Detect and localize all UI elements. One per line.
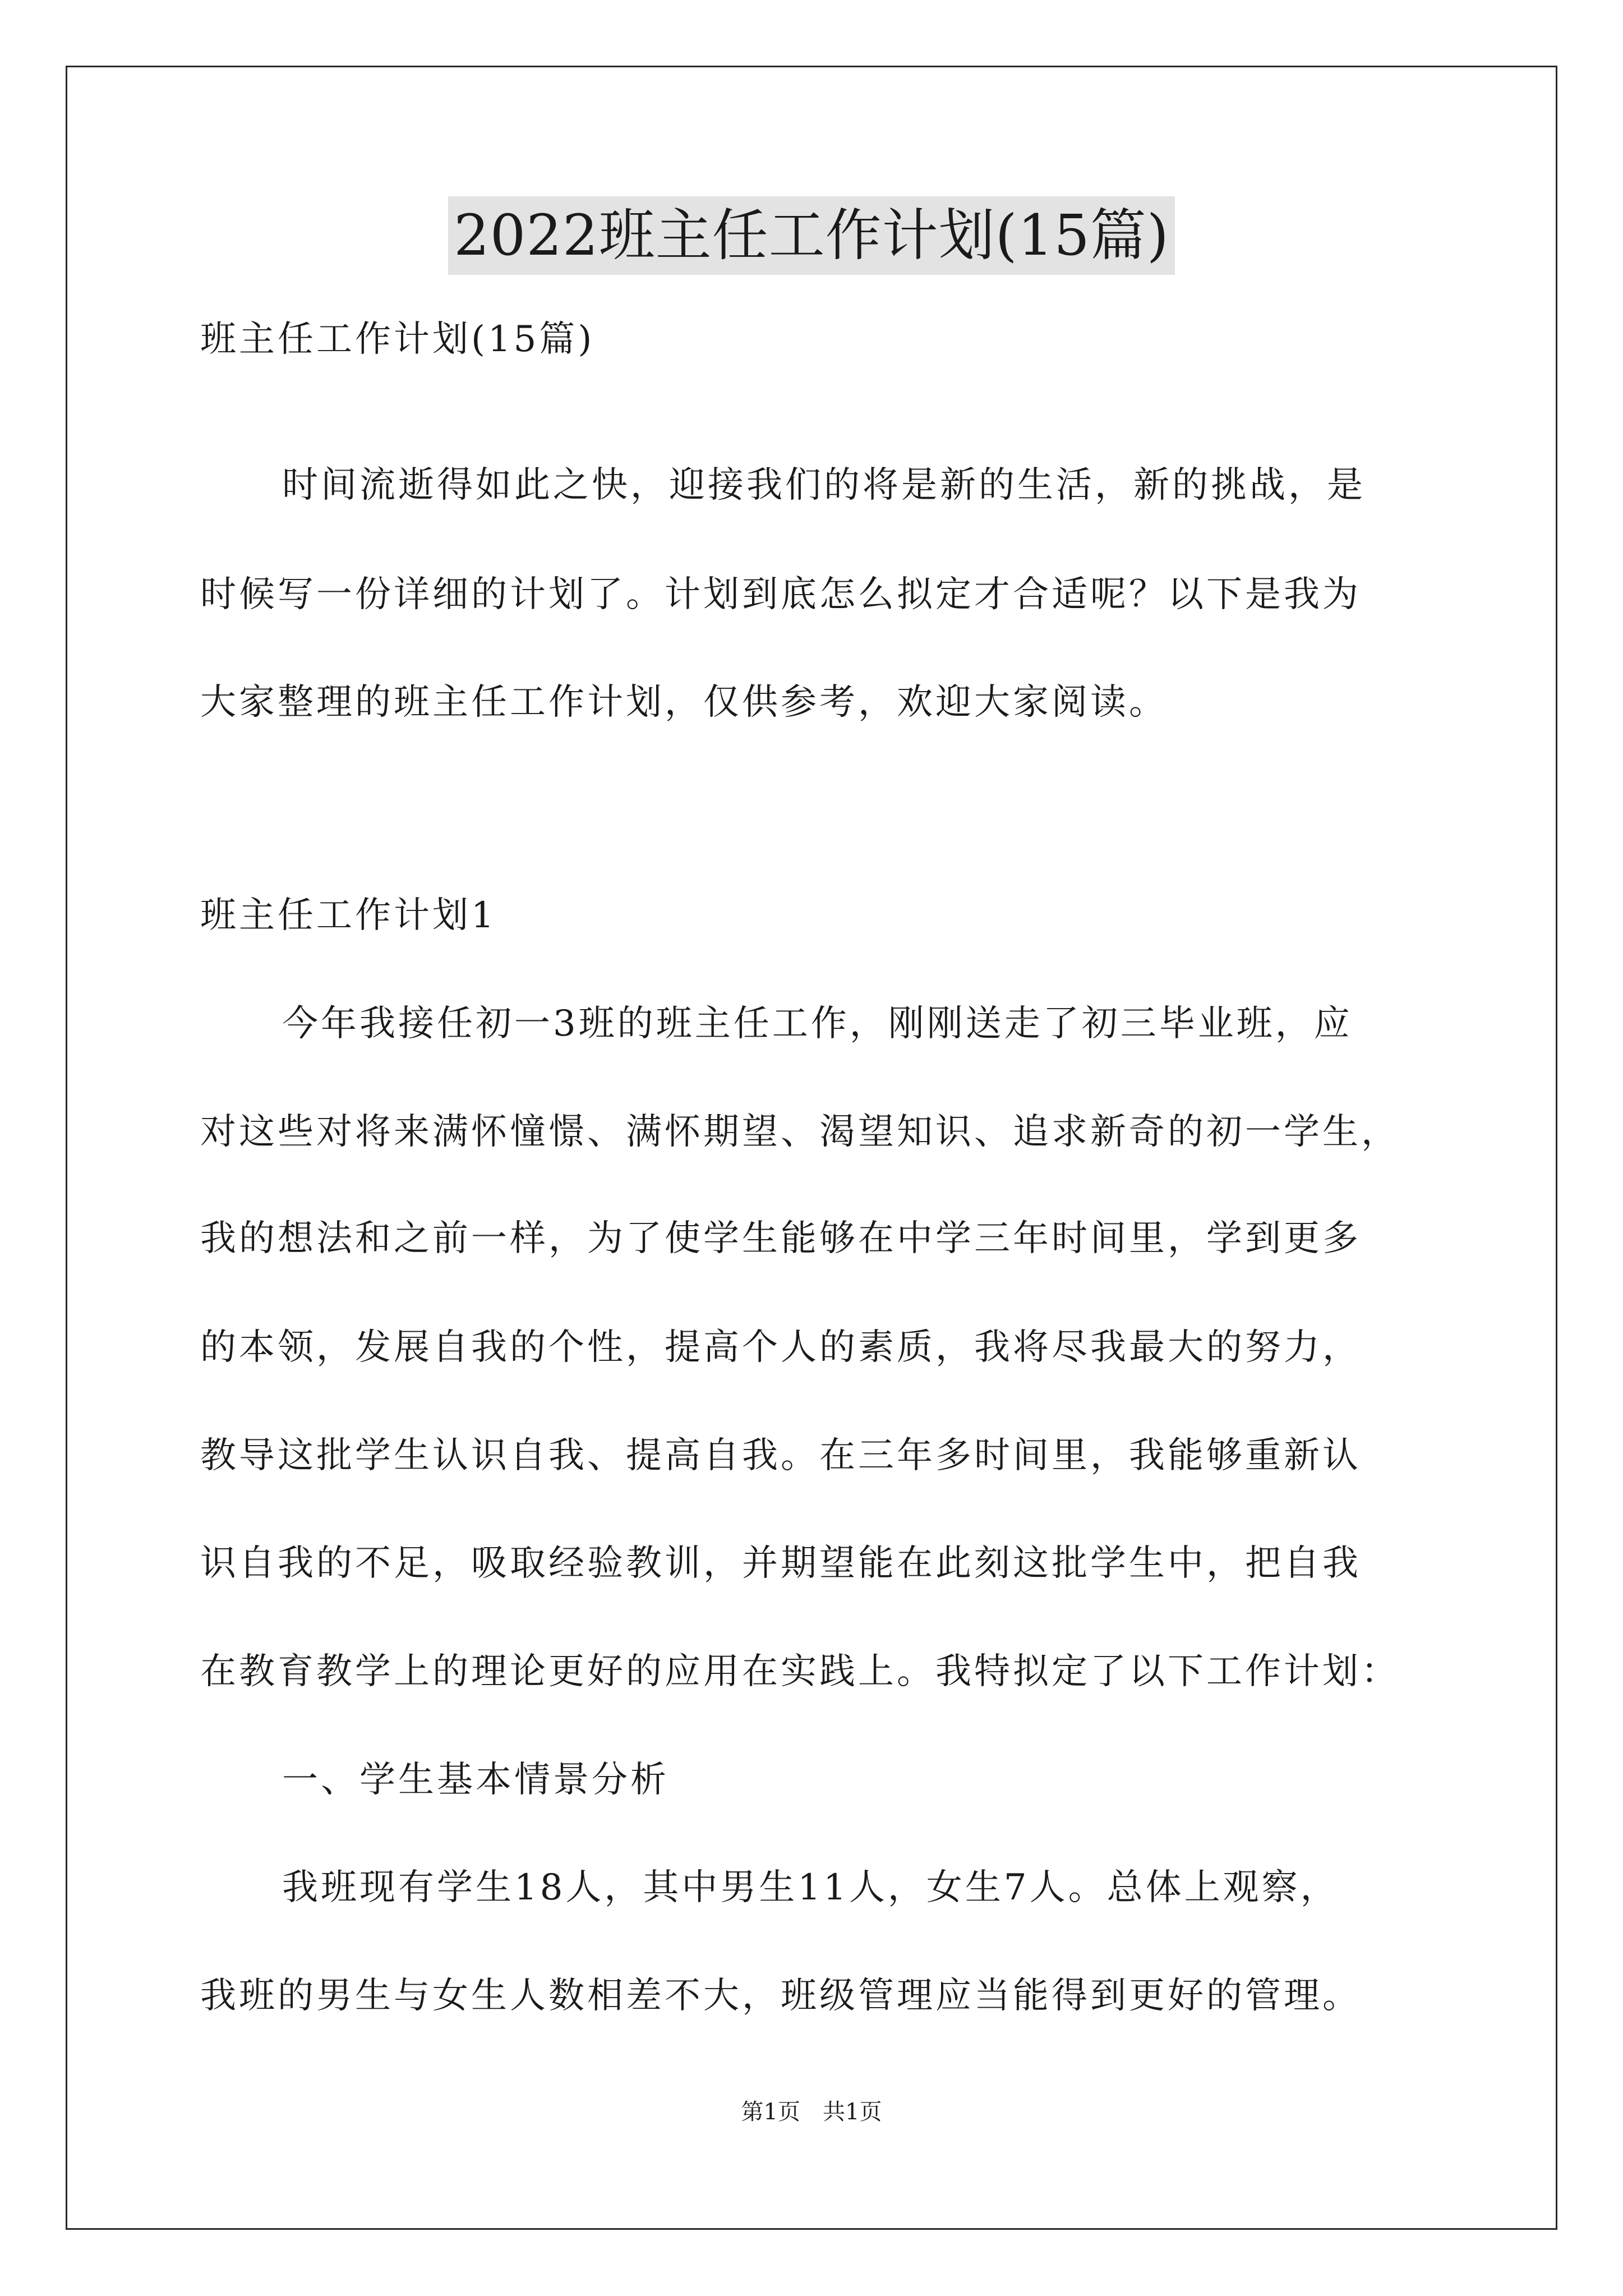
- intro-line: 时间流逝得如此之快，迎接我们的将是新的生活，新的挑战，是: [282, 464, 1366, 506]
- paragraph-line: 的本领，发展自我的个性，提高个人的素质，我将尽我最大的努力，: [200, 1327, 1361, 1368]
- paragraph-line: 教导这批学生认识自我、提高自我。在三年多时间里，我能够重新认: [200, 1435, 1361, 1476]
- document-title: [0, 196, 1623, 275]
- intro-line: 大家整理的班主任工作计划，仅供参考，欢迎大家阅读。: [200, 682, 1168, 723]
- paragraph-line: 我班现有学生18人，其中男生11人，女生7人。总体上观察，: [282, 1867, 1339, 1908]
- paragraph-line: 识自我的不足，吸取经验教训，并期望能在此刻这批学生中，把自我: [200, 1543, 1361, 1584]
- document-subtitle: 班主任工作计划(15篇): [200, 319, 595, 360]
- document-title-text: 2022班主任工作计划(15篇): [448, 196, 1175, 275]
- paragraph-line: 我的想法和之前一样，为了使学生能够在中学三年时间里，学到更多: [200, 1218, 1361, 1259]
- paragraph-line: 我班的男生与女生人数相差不大，班级管理应当能得到更好的管理。: [200, 1975, 1361, 2017]
- page-footer: 第1页 共1页: [741, 2099, 882, 2125]
- intro-line: 时候写一份详细的计划了。计划到底怎么拟定才合适呢？以下是我为: [200, 574, 1361, 615]
- paragraph-line: 在教育教学上的理论更好的应用在实践上。我特拟定了以下工作计划：: [200, 1651, 1400, 1692]
- paragraph-line: 今年我接任初一3班的班主任工作，刚刚送走了初三毕业班，应: [282, 1003, 1353, 1045]
- subheading: 一、学生基本情景分析: [282, 1759, 669, 1801]
- paragraph-line: 对这些对将来满怀憧憬、满怀期望、渴望知识、追求新奇的初一学生，: [200, 1111, 1400, 1153]
- section-heading: 班主任工作计划1: [200, 895, 497, 936]
